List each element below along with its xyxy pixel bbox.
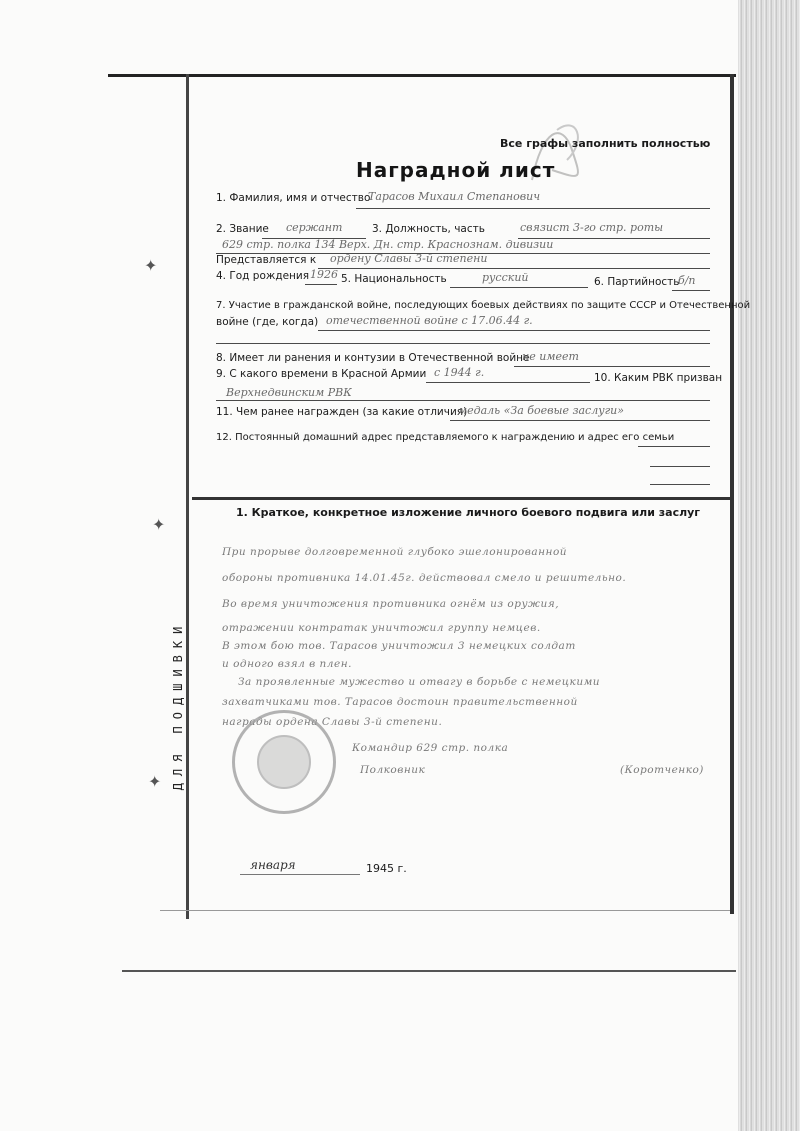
narrative-line: обороны противника 14.01.45г. действовал смело и решительно. <box>222 572 627 584</box>
field-line <box>650 466 710 467</box>
narrative-line: В этом бою тов. Тарасов уничтожил 3 немецких солдат <box>222 640 576 652</box>
field-label-previous-awards: 11. Чем ранее награжден (за какие отличия) <box>216 406 468 418</box>
field-line <box>216 400 710 401</box>
date-line <box>240 874 360 875</box>
narrative-line: захватчиками тов. Тарасов достоин правительственной <box>222 696 578 708</box>
field-value-previous-awards: медаль «За боевые заслуги» <box>458 404 624 417</box>
form-top-border <box>108 74 736 77</box>
field-label-party: 6. Партийность <box>594 276 680 288</box>
field-line <box>450 420 710 421</box>
field-label-war-participation: 7. Участие в гражданской войне, последующих боевых действиях по защите СССР и Отечественной <box>216 300 751 311</box>
field-line <box>318 330 710 331</box>
field-label-rank: 2. Звание <box>216 223 269 235</box>
signature-name: (Коротченко) <box>620 764 704 776</box>
narrative-line: При прорыве долговременной глубоко эшелонированной <box>222 546 568 558</box>
hole-punch-mark: ✦ <box>152 515 166 534</box>
field-line <box>450 287 588 288</box>
field-value-position: связист 3-го стр. роты <box>520 221 664 234</box>
field-value-conscription-office: Верхнедвинским РВК <box>226 386 352 399</box>
field-label-where-when: войне (где, когда) <box>216 316 319 328</box>
field-value-army-since: с 1944 г. <box>434 366 485 379</box>
narrative-line: награды ордена Славы 3-й степени. <box>222 716 443 728</box>
field-line <box>216 343 710 344</box>
field-label-army-since: 9. С какого времени в Красной Армии <box>216 368 427 380</box>
date-year: 1945 г. <box>366 862 407 875</box>
page-bottom-rule <box>122 970 736 972</box>
field-value-rank: сержант <box>286 221 343 234</box>
signature-rank: Полковник <box>360 764 426 776</box>
binding-margin-label: ДЛЯ ПОДШИВКИ <box>171 619 185 791</box>
field-value-unit: 629 стр. полка 134 Верх. Дн. стр. Краснознам. дивизии <box>222 238 554 251</box>
narrative-line: Во время уничтожения противника огнём из оружия, <box>222 598 560 610</box>
field-line <box>305 284 337 285</box>
field-label-conscription-office: 10. Каким РВК призван <box>594 372 723 384</box>
date-day-month: января <box>250 858 296 872</box>
field-line <box>638 446 710 447</box>
fill-all-fields-note: Все графы заполнить полностью <box>500 137 711 150</box>
hole-punch-mark: ✦ <box>144 256 158 275</box>
field-label-birth-year: 4. Год рождения <box>216 270 310 282</box>
narrative-line: и одного взял в плен. <box>222 658 352 670</box>
field-line <box>650 484 710 485</box>
field-value-birth-year: 1926 <box>310 268 338 281</box>
field-label-name: 1. Фамилия, имя и отчество <box>216 192 371 204</box>
field-value-nominated: ордену Славы 3-й степени <box>330 252 488 265</box>
field-line <box>356 208 710 209</box>
field-line <box>514 366 710 367</box>
field-line <box>426 382 590 383</box>
field-value-wounds: не имеет <box>522 350 579 363</box>
section-divider <box>192 497 732 500</box>
field-label-position: 3. Должность, часть <box>372 223 485 235</box>
field-value-name: Тарасов Михаил Степанович <box>368 190 541 203</box>
narrative-line: отражении контратак уничтожил группу немцев. <box>222 622 541 634</box>
form-right-border <box>730 74 734 914</box>
field-line <box>672 290 710 291</box>
field-label-home-address: 12. Постоянный домашний адрес представляемого к награждению и адрес его семьи <box>216 432 675 443</box>
field-label-wounds: 8. Имеет ли ранения и контузии в Отечественной войне <box>216 352 530 364</box>
scan-edge-artifact <box>738 0 800 1131</box>
hole-punch-mark: ✦ <box>148 772 162 791</box>
form-bottom-rule <box>160 910 730 911</box>
field-value-nationality: русский <box>482 271 529 284</box>
field-label-nationality: 5. Национальность <box>341 273 447 285</box>
field-value-party: б/п <box>678 274 696 287</box>
field-line <box>318 268 710 269</box>
section-title-feat: 1. Краткое, конкретное изложение личного боевого подвига или заслуг <box>236 506 701 519</box>
field-value-war-participation: отечественной войне с 17.06.44 г. <box>326 314 533 327</box>
narrative-line: За проявленные мужество и отвагу в борьбе с немецкими <box>238 676 601 688</box>
page-title: Наградной лист <box>356 158 556 182</box>
signature-role: Командир 629 стр. полка <box>352 742 509 754</box>
field-label-nominated: Представляется к <box>216 254 317 266</box>
official-seal <box>232 710 336 814</box>
